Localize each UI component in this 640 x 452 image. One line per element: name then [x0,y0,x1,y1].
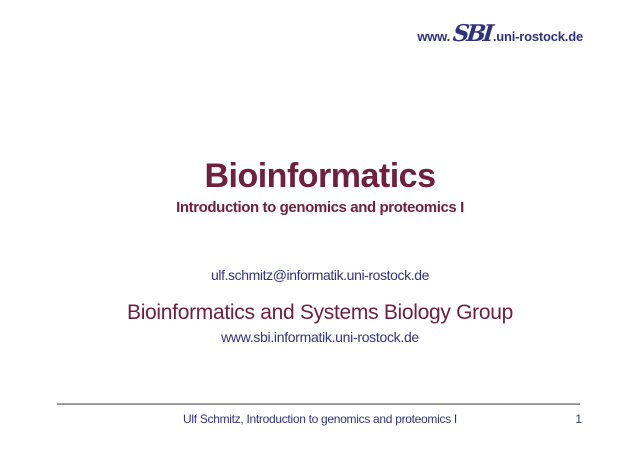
footer-divider [57,403,580,405]
sbi-logo-icon: SBI [451,20,493,47]
group-website-url: www.sbi.informatik.uni-rostock.de [221,329,419,345]
footer-text: Ulf Schmitz, Introduction to genomics and proteomics I [183,412,457,426]
slide-title: Bioinformatics [204,157,436,195]
header-website-address [417,22,583,45]
author-email: ulf.schmitz@informatik.uni-rostock.de [210,267,430,283]
slide-subtitle: Introduction to genomics and proteomics I [176,199,464,216]
page-number: 1 [575,412,582,426]
url-prefix: www. [417,29,450,44]
group-name: Bioinformatics and Systems Biology Group [126,301,513,324]
url-suffix: .uni-rostock.de [492,29,583,44]
